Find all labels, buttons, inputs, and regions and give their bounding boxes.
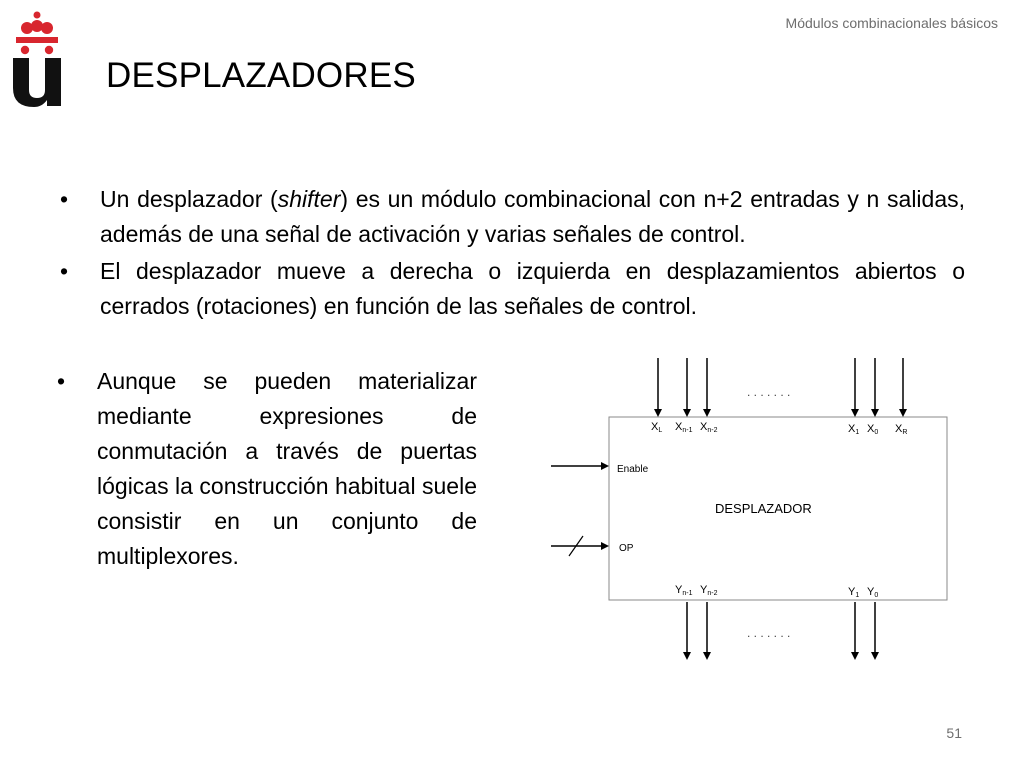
bullet-item: • Aunque se pueden materializar mediante expresiones de conmutación a través de puertas lógicas la construcción habitual suele consistir en un conjunto de multiplexores. — [57, 364, 477, 574]
bullet-list-top — [60, 182, 965, 326]
input-label-x1: X1 — [848, 423, 860, 436]
page-number: 51 — [946, 725, 962, 741]
op-label: OP — [619, 543, 634, 554]
university-logo — [10, 10, 64, 108]
output-label-yn2: Yn-2 — [700, 584, 718, 597]
page-title: DESPLAZADORES — [106, 56, 416, 95]
shifter-diagram — [545, 350, 955, 670]
enable-label: Enable — [617, 464, 649, 475]
input-label-xl: XL — [651, 421, 663, 434]
bullet-list-left — [57, 364, 477, 576]
input-label-xr: XR — [895, 423, 908, 436]
slide-topic: Módulos combinacionales básicos — [785, 15, 998, 31]
output-label-y1: Y1 — [848, 586, 860, 599]
output-label-yn1: Yn-1 — [675, 584, 693, 597]
bullet-item: • Un desplazador (shifter) es un módulo combinacional con n+2 entradas y n salidas, además de una señal de activación y varias señales de control. — [60, 182, 965, 252]
output-label-y0: Y0 — [867, 586, 879, 599]
output-dots: . . . . . . . — [747, 626, 791, 640]
input-label-xn2: Xn-2 — [700, 421, 718, 434]
input-label-xn1: Xn-1 — [675, 421, 693, 434]
emphasis-term: shifter — [277, 186, 341, 212]
input-dots: . . . . . . . — [747, 385, 791, 399]
input-label-x0: X0 — [867, 423, 879, 436]
block-label: DESPLAZADOR — [715, 501, 812, 516]
bullet-item: • El desplazador mueve a derecha o izquierda en desplazamientos abiertos o cerrados (rotaciones) en función de las señales de control. — [60, 254, 965, 324]
